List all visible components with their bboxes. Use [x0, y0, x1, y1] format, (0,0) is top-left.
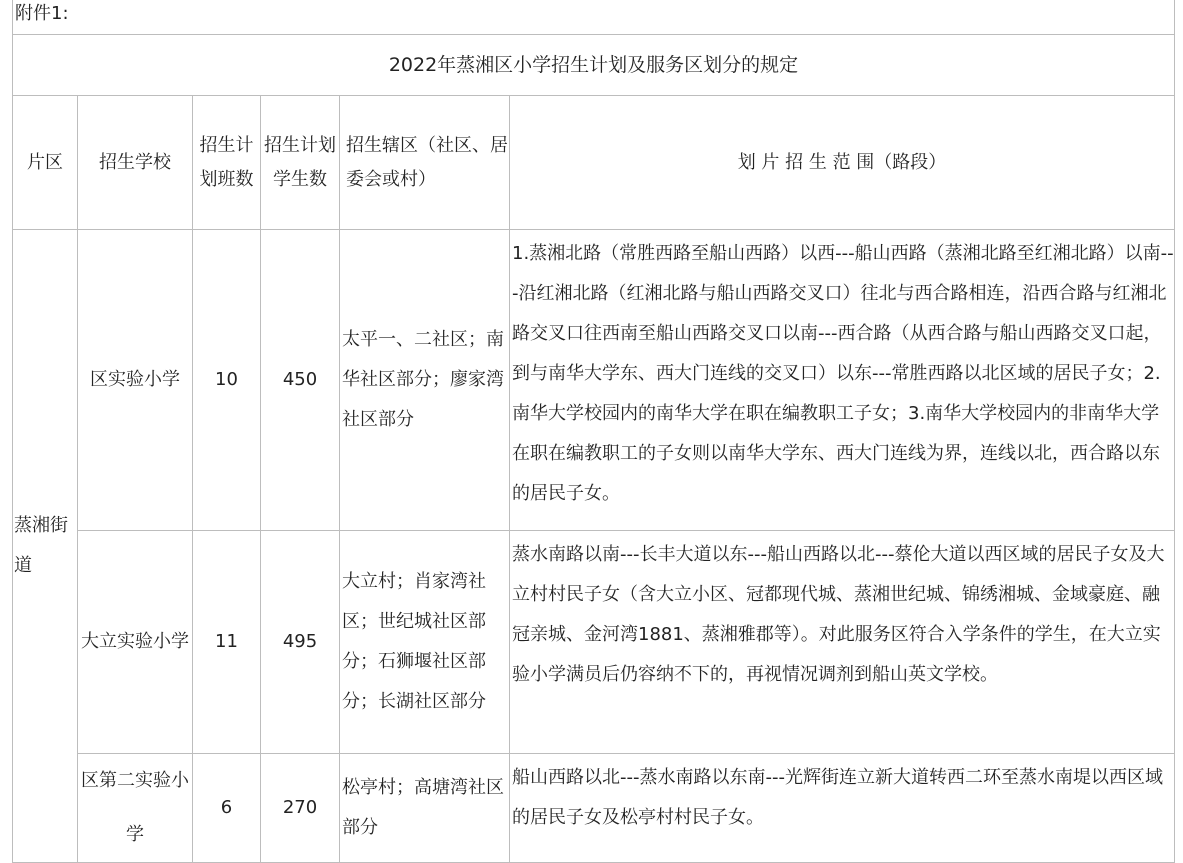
annex-row	[13, 0, 1175, 35]
header-classes: 招生计划班数	[193, 96, 261, 230]
table-row	[13, 531, 1175, 754]
student-count: 270	[261, 754, 340, 863]
annex-label: 附件1:	[13, 0, 1175, 35]
range-description: 1.蒸湘北路（常胜西路至船山西路）以西---船山西路（蒸湘北路至红湘北路）以南---沿红湘北路（红湘北路与船山西路交叉口）往北与西合路相连，沿西合路与红湘北路交叉口往西南至船山西路交叉口以南---西合路（从西合路与船山西路交叉口起，到与南华大学东、西大门连线的交叉口）以东---常胜西路以北区域的居民子女；2.南华大学校园内的南华大学在职在编教职工子女；3.南华大学校园内的非南华大学在职在编教职工的子女则以南华大学东、西大门连线为界，连线以北，西合路以东的居民子女。	[510, 230, 1175, 531]
header-school: 招生学校	[78, 96, 193, 230]
range-description: 船山西路以北---蒸水南路以东南---光辉街连立新大道转西二环至蒸水南堤以西区域的居民子女及松亭村村民子女。	[510, 754, 1175, 863]
table-row	[13, 230, 1175, 531]
title-row	[13, 35, 1175, 96]
header-students: 招生计划学生数	[261, 96, 340, 230]
student-count: 495	[261, 531, 340, 754]
table-title: 2022年蒸湘区小学招生计划及服务区划分的规定	[13, 35, 1175, 96]
zone-description: 松亭村；高塘湾社区部分	[340, 754, 510, 863]
zone-description: 太平一、二社区；南华社区部分；廖家湾社区部分	[340, 230, 510, 531]
class-count: 11	[193, 531, 261, 754]
school-name: 区第二实验小学	[78, 754, 193, 863]
header-range: 划 片 招 生 范 围（路段）	[510, 96, 1175, 230]
enrollment-table	[12, 0, 1175, 863]
student-count: 450	[261, 230, 340, 531]
class-count: 10	[193, 230, 261, 531]
table-row	[13, 754, 1175, 863]
school-name: 区实验小学	[78, 230, 193, 531]
zone-description: 大立村；肖家湾社区；世纪城社区部分；石狮堰社区部分；长湖社区部分	[340, 531, 510, 754]
class-count: 6	[193, 754, 261, 863]
area-name: 蒸湘街道	[13, 230, 78, 863]
school-name: 大立实验小学	[78, 531, 193, 754]
range-description: 蒸水南路以南---长丰大道以东---船山西路以北---蔡伦大道以西区域的居民子女及大立村村民子女（含大立小区、冠都现代城、蒸湘世纪城、锦绣湘城、金域豪庭、融冠亲城、金河湾1881、蒸湘雅郡等）。对此服务区符合入学条件的学生，在大立实验小学满员后仍容纳不下的，再视情况调剂到船山英文学校。	[510, 531, 1175, 754]
header-zone: 招生辖区（社区、居委会或村）	[340, 96, 510, 230]
header-row	[13, 96, 1175, 230]
header-area: 片区	[13, 96, 78, 230]
